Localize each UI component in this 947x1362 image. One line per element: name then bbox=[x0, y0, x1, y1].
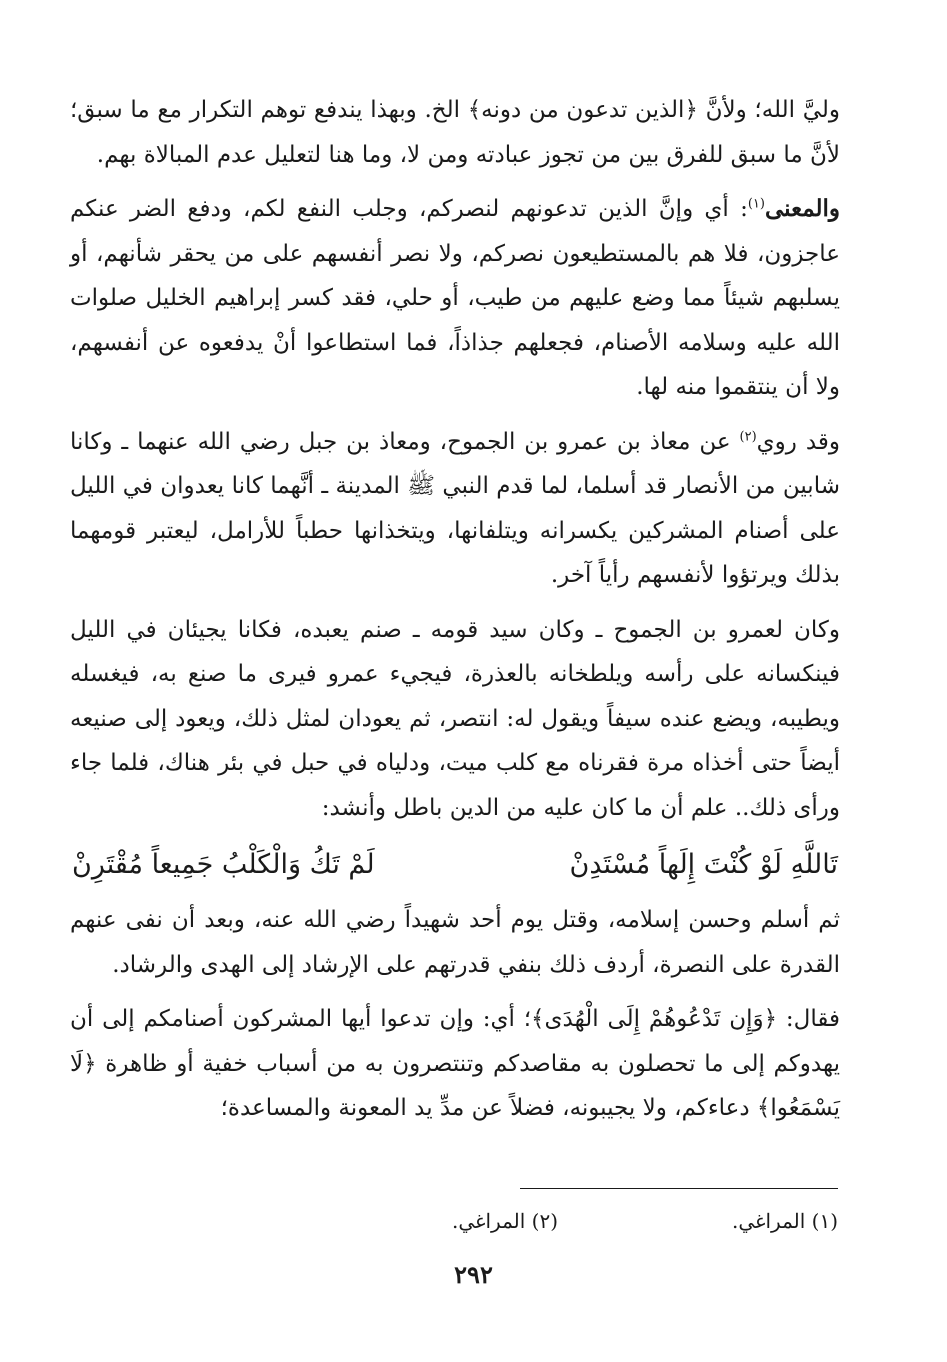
paragraph-5 bbox=[70, 898, 840, 987]
paragraph-6-text: فقال: ﴿وَإِن تَدْعُوهُمْ إِلَى الْهُدَى﴾؛ أي: وإن تدعوا أيها المشركون أصنامكم إلى أن يهدوكم إلى ما تحصلون به مقاصدكم وتنتصرون به من أسباب خفية أو ظاهرة ﴿لَا يَسْمَعُوا﴾ دعاءكم، ولا يجيبونه، فضلاً عن مدِّ يد المعونة والمساعدة؛ bbox=[70, 1006, 840, 1121]
page-number: ٢٩٢ bbox=[454, 1260, 493, 1289]
footnote-ref-1: (١) bbox=[747, 196, 765, 212]
verse-second-hemistich: لَمْ تَكُ وَالْكَلْبُ جَمِيعاً مُقْتَرِنْ bbox=[72, 849, 375, 880]
footnotes bbox=[300, 1204, 838, 1238]
footnote-ref-2: (٢) bbox=[739, 428, 757, 444]
verse-first-hemistich: تَاللَّهِ لَوْ كُنْتَ إِلَهاً مُسْتَدِنْ bbox=[569, 849, 838, 880]
footnote-separator bbox=[520, 1188, 838, 1189]
footnote-1: (١) المراغي. bbox=[731, 1209, 838, 1233]
paragraph-1-text: وليَّ الله؛ ولأنَّ ﴿الذين تدعون من دونه﴾ الخ. وبهذا يندفع توهم التكرار مع ما سبق؛ لأنَّ ما سبق للفرق بين من تجوز عبادته ومن لا، وما هنا لتعليل عدم المبالاة بهم. bbox=[70, 97, 840, 168]
paragraph-3-lead: وقد روي bbox=[756, 428, 840, 455]
paragraph-2 bbox=[70, 187, 840, 410]
paragraph-2-text: : أي وإنَّ الذين تدعونهم لنصركم، وجلب النفع لكم، ودفع الضر عنكم عاجزون، فلا هم بالمستطيعون نصركم، ولا نصر أنفسهم على من يحقر شأنهم، أو يسلبهم شيئاً مما وضع عليهم من طيب، أو حلي، فقد كسر إبراهيم الخليل صلوات الله عليه وسلامه الأصنام، فجعلهم جذاذاً، فما استطاعوا أنْ يدفعوه عن أنفسهم، ولا أن ينتقموا منه لها. bbox=[70, 196, 840, 400]
paragraph-2-lead: والمعنى bbox=[764, 195, 840, 222]
paragraph-1 bbox=[70, 88, 840, 177]
paragraph-5-text: ثم أسلم وحسن إسلامه، وقتل يوم أحد شهيداً رضي الله عنه، وبعد أن نفى عنهم القدرة على النصرة، أردف ذلك بنفي قدرتهم على الإرشاد إلى الهدى والرشاد. bbox=[70, 907, 840, 978]
paragraph-4 bbox=[70, 608, 840, 831]
page-body bbox=[70, 88, 840, 1141]
paragraph-6 bbox=[70, 997, 840, 1131]
paragraph-4-text: وكان لعمرو بن الجموح ـ وكان سيد قومه ـ صنم يعبده، فكانا يجيئان في الليل فينكسانه على رأسه ويلطخانه بالعذرة، فيجيء عمرو فيرى ما صنع به، فيغسله ويطيبه، ويضع عنده سيفاً ويقول له: انتصر، ثم يعودان لمثل ذلك، ويعود إلى صنيعه أيضاً حتى أخذاه مرة فقرناه مع كلب ميت، ودلياه في حبل في بئر هناك، فلما جاء ورأى ذلك.. علم أن ما كان عليه من الدين باطل وأنشد: bbox=[70, 616, 840, 821]
paragraph-3 bbox=[70, 420, 840, 598]
paragraph-3-text: عن معاذ بن عمرو بن الجموح، ومعاذ بن جبل رضي الله عنهما ـ وكانا شابين من الأنصار قد أسلما، لما قدم النبي ﷺ المدينة ـ أنَّهما كانا يعدوان في الليل على أصنام المشركين يكسرانه ويتلفانها، ويتخذانها حطباً للأرامل، ليعتبر قومهما بذلك ويرتؤوا لأنفسهم رأياً آخر. bbox=[70, 428, 840, 588]
poetry-verse bbox=[70, 840, 840, 890]
footnote-2: (٢) المراغي. bbox=[451, 1209, 558, 1233]
